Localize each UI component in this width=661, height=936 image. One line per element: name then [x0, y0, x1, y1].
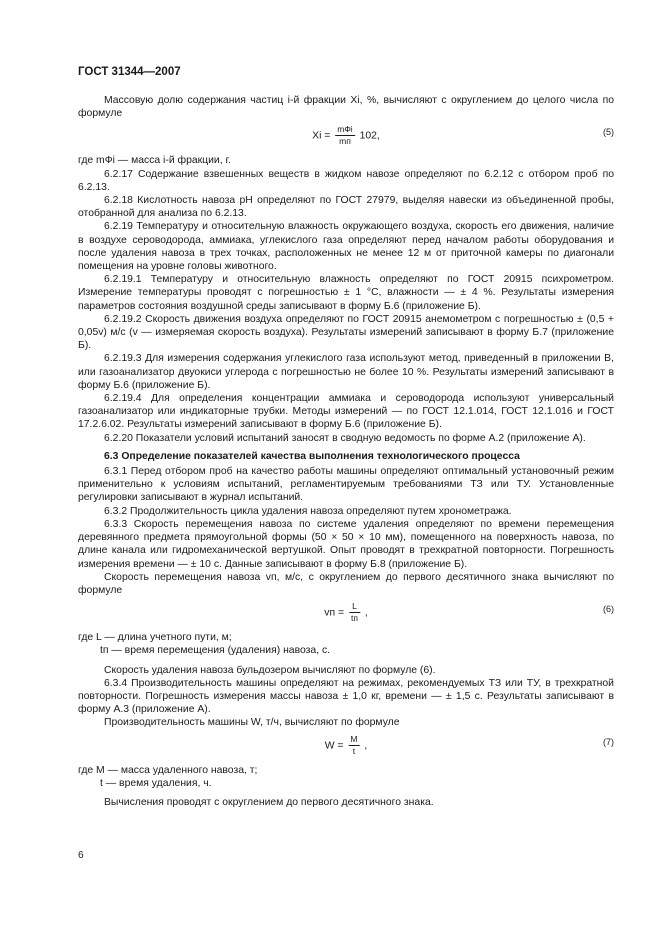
paragraph-productivity-formula: Производительность машины W, т/ч, вычисляют по формуле [104, 717, 400, 729]
paragraph-intro-formula-5: Массовую долю содержания частиц i-й фракции Xi, %, вычисляют с округлением до целого числа по формуле [78, 95, 614, 120]
paragraph-6-2-18: 6.2.18 Кислотность навоза pH определяют по ГОСТ 27979, выделяя навески из объединенной пробы, отобранной для анализа по 6.2.13. [78, 195, 614, 220]
formula-7-number: (7) [603, 736, 614, 747]
formula-5 [78, 120, 614, 154]
formula-6 [78, 597, 614, 631]
where-formula-6-b: tп — время перемещения (удаления) навоза, с. [100, 645, 331, 657]
where-formula-7-b: t — время удаления, ч. [100, 777, 212, 789]
paragraph-6-2-19-3: 6.2.19.3 Для измерения содержания углекислого газа используют метод, приведенный в приложении В, или газоанализатор двуокиси углерода с погрешностью не более 10 %. Результаты измерений записывают в форму Б.6 (приложение Б). [78, 353, 614, 391]
paragraph-6-2-19-2: 6.2.19.2 Скорость движения воздуха определяют по ГОСТ 20915 анемометром с погрешностью ± (0,5 + 0,05v) м/с (v — измеряемая скорость воздуха). Результаты измерений записывают в форму Б.7 (приложение Б). [78, 313, 614, 352]
formula-5-numerator: mФi [337, 124, 353, 135]
formula-5-denominator: mп [339, 136, 351, 147]
paragraph-6-2-20: 6.2.20 Показатели условий испытаний заносят в сводную ведомость по форме А.2 (приложение А). [104, 432, 586, 444]
formula-6-denominator: tп [350, 613, 358, 624]
section-heading-6-3: 6.3 Определение показателей качества выполнения технологического процесса [104, 450, 520, 462]
formula-7-denominator: t [352, 745, 356, 756]
paragraph-6-2-19: 6.2.19 Температуру и относительную влажность окружающего воздуха, скорость его движения, наличие в воздухе сероводорода, аммиака, углекислого газа определяют перед началом работы оборудования и после удаления навоза в трех точках, расположенных не менее 12 м от приточной камеры по диагонали помещения на уровне головы животного. [78, 221, 614, 273]
paragraph-6-2-17: 6.2.17 Содержание взвешенных веществ в жидком навозе определяют по 6.2.12 с отбором проб по 6.2.13. [78, 168, 614, 193]
paragraph-6-2-19-4: 6.2.19.4 Для определения концентрации аммиака и сероводорода используют универсальный газоанализатор или индикаторные трубки. Методы измерений — по ГОСТ 12.1.014, ГОСТ 12.1.016 и ГОСТ 17.2.6.02. Результаты измерений записывают в форму Б.6 (приложение Б). [78, 393, 614, 431]
formula-5-number: (5) [603, 127, 614, 138]
paragraph-final: Вычисления проводят с округлением до первого десятичного знака. [104, 796, 434, 808]
formula-7-numerator: M [350, 733, 358, 744]
where-formula-5: где mФi — масса i-й фракции, г. [78, 155, 231, 167]
formula-7-lhs: W = [324, 739, 344, 751]
page-number: 6 [78, 850, 84, 861]
paragraph-6-3-4: 6.3.4 Производительность машины определяют на режимах, рекомендуемых ТЗ или ТУ, в трехкратной повторности. Погрешность измерения массы навоза ± 1,0 кг, времени — ± 1,5 с. Результаты записывают в форму А.3 (приложение А). [78, 677, 614, 716]
formula-6-fraction [349, 601, 360, 624]
formula-6-lhs: vп = [324, 607, 345, 619]
document-header: ГОСТ 31344—2007 [78, 66, 181, 78]
paragraph-6-3-3: 6.3.3 Скорость перемещения навоза по системе удаления определяют по времени перемещения деревянного предмета прямоугольной формы (50 × 50 × 10 мм), помещенного на поверхность навоза, по длине канала или гидромеханической вертушкой. Опыт проводят в трехкратной повторности. Погрешность измерения времени — ± 10 с. Данные записывают в форму Б.8 (приложение Б). [78, 518, 614, 570]
where-formula-6-a: где L — длина учетного пути, м; [78, 632, 232, 644]
formula-5-lhs: Xi = [312, 130, 331, 142]
document-body [78, 94, 614, 809]
paragraph-bulldozer: Скорость удаления навоза бульдозером вычисляют по формуле (6). [104, 664, 436, 676]
paragraph-6-3-1: 6.3.1 Перед отбором проб на качество работы машины определяют оптимальный установочный режим применительно к условиям испытаний, регламентируемым требованиями ТЗ или ТУ. Установленные регулировки записывают в журнал испытаний. [78, 466, 614, 504]
formula-7-tail: , [364, 739, 368, 751]
paragraph-speed-formula: Скорость перемещения навоза vп, м/с, с округлением до первого десятичного знака вычисляют по формуле [78, 571, 614, 596]
formula-6-number: (6) [603, 604, 614, 615]
formula-7 [78, 730, 614, 764]
paragraph-6-3-2: 6.3.2 Продолжительность цикла удаления навоза определяют путем хронометража. [104, 505, 512, 517]
formula-5-fraction [335, 124, 354, 147]
formula-6-tail: , [364, 607, 368, 619]
where-formula-7-a: где M — масса удаленного навоза, т; [78, 764, 258, 776]
formula-5-tail: 102, [359, 130, 380, 142]
formula-7-fraction [348, 734, 359, 757]
paragraph-6-2-19-1: 6.2.19.1 Температуру и относительную влажность определяют по ГОСТ 20915 психрометром. Измерение температуры проводят с погрешностью ± 1 °С, влажности — ± 4 %. Результаты измерения параметров состояния воздушной среды записывают в форму Б.6 (приложение Б). [78, 274, 614, 312]
formula-6-numerator: L [349, 601, 360, 613]
